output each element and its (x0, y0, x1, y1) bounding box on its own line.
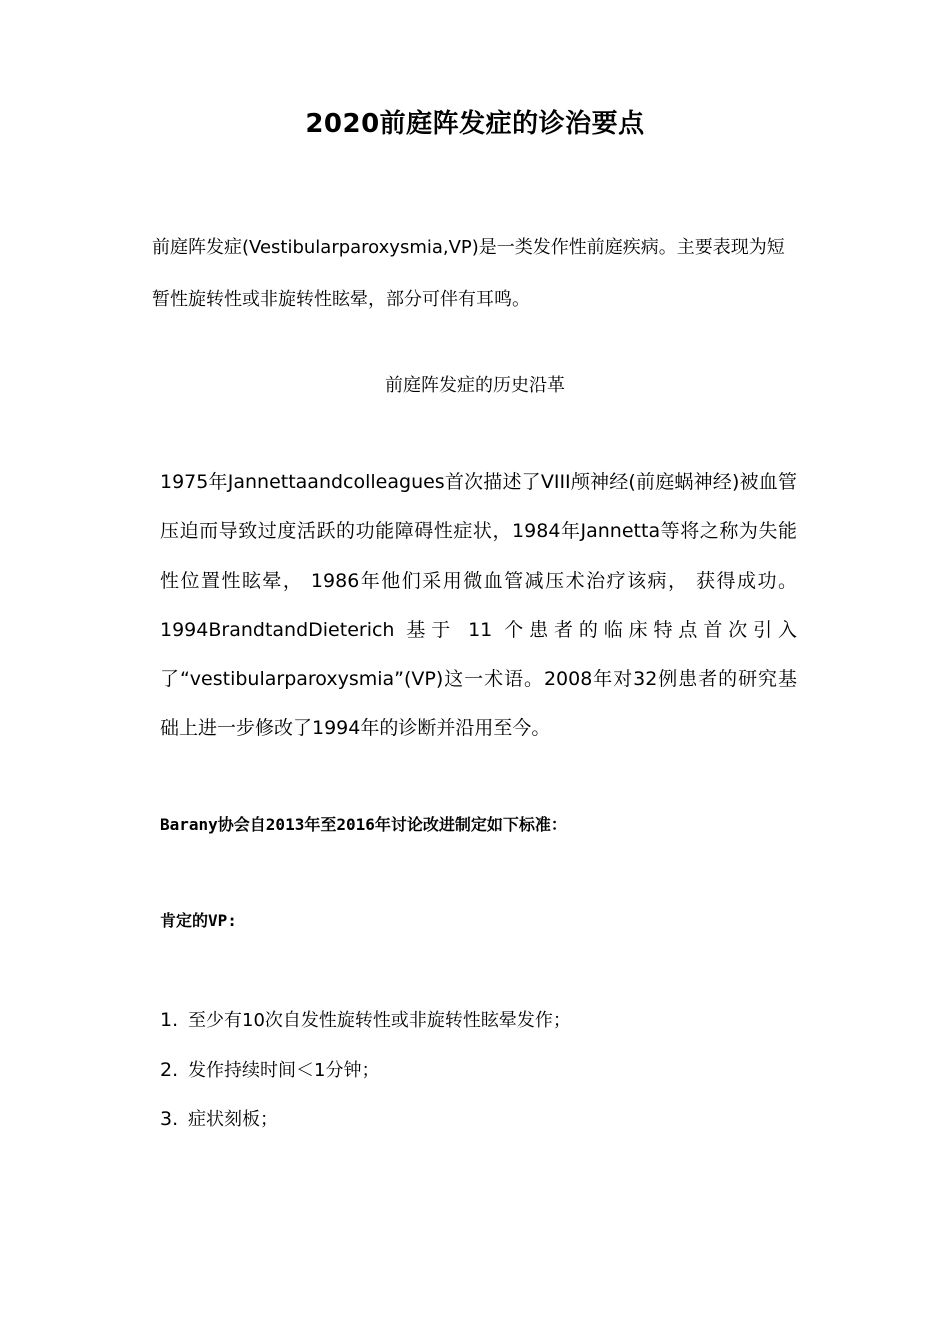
criteria-number: 2. (160, 1058, 179, 1081)
criteria-item (160, 1052, 800, 1102)
criteria-text: 至少有10次自发性旋转性或非旋转性眩晕发作； (188, 1010, 571, 1031)
criteria-text: 症状刻板； (188, 1109, 278, 1130)
criteria-list (160, 1002, 800, 1151)
criteria-item (160, 1002, 800, 1052)
section-heading-history: 前庭阵发症的历史沿革 (385, 375, 565, 396)
criteria-item (160, 1101, 800, 1151)
definite-vp-heading: 肯定的VP: (160, 911, 237, 930)
criteria-number: 3. (160, 1108, 179, 1130)
criteria-number: 1. (160, 1009, 179, 1031)
history-paragraph: 1975年Jannettaandcolleagues首次描述了VIII颅神经(前庭蜗神经)被血管压迫而导致过度活跃的功能障碍性症状，1984年Jannetta等将之称为失能性位置性眩晕， 1986年他们采用微血管减压术治疗该病， 获得成功。1994BrandtandDieterich 基于 11 个患者的临床特点首次引入了“vestibularparoxysmia”(VP)这一术语。2008年对32例患者的研究基础上进一步修改了1994年的诊断并沿用至今。 (160, 471, 797, 740)
barany-statement: Barany协会自2013年至2016年讨论改进制定如下标准： (160, 815, 567, 834)
document-title: 2020前庭阵发症的诊治要点 (305, 109, 645, 139)
intro-paragraph: 前庭阵发症(Vestibularparoxysmia,VP)是一类发作性前庭疾病。主要表现为短暂性旋转性或非旋转性眩晕，部分可伴有耳鸣。 (152, 237, 785, 310)
criteria-text: 发作持续时间＜1分钟； (188, 1059, 380, 1081)
